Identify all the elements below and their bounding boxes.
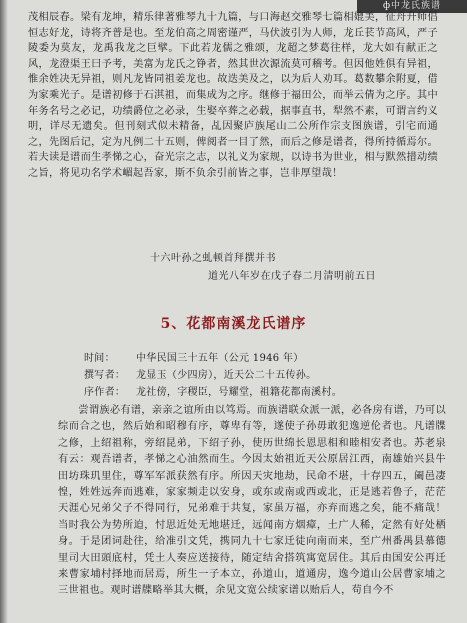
signature-author: 十六叶孙之虬顿首拜撰并书 bbox=[150, 253, 276, 264]
meta-preface-label: 序作者： bbox=[84, 387, 126, 398]
signature-date: 道光八年岁在戊子春二月清明前五日 bbox=[208, 271, 376, 282]
section-title: 5、花都南溪龙氏谱序 bbox=[160, 316, 307, 332]
meta-writer bbox=[84, 366, 316, 381]
previous-preface-ending: 茂相辰春。梁有龙坤，精乐律著雅琴九十九篇，与口海赵交雅琴七篇相媲美，征舟升师倡恒志好龙，诗将齐普是也。至龙伯高之周密谨严，马伏波引为人师，龙丘苌节高风，严子陵委为莫友，龙禹我龙之巨擘。下此若龙儒之雅颂，龙超之梦葛往样，龙大如有献正之风，龙澄渠王曰予考，美富为龙氏之铮者，然其世次源流莫可稽考。但因他姓俱有异祖，惟余姓决无异祖，则凡龙皆同祖姜龙也。故迭美及之，以为后人劝耳。葛数攀余附夏，借为家乘光子。是谱初修于石淇祖，而集成为之序。继修于福田公，而举云倩为之序。其中年务名号之必记，功绩爵位之必录，生娶卒葬之必载，据事直书，犁然不素，可谓言约义明，详尽无遗矣。但刊刻式似未精备，乩因聚庐族尾山二公所作宗支图族谱，引宅而通之，先图后记，定为凡例二十五则，俾阅者一目了然，而后之修是谱者，得所持循焉尔。若夫读是谱而生孝悌之心，奋光宗之志，以礼义为家规，以诗书为世业，相与默然措动绩之旨，将见功名学术嵋起吾家，斯不负余引前皆之事，岂非厚望哉！ bbox=[28, 12, 438, 179]
meta-preface-value: 龙社傍，字稷臣，号耀堂，祖籍花都南溪村。 bbox=[136, 387, 342, 398]
preface-paragraph: 尝谓族必有谱，亲亲之谊所由以笃焉。而族谱联众派一派，必各房有谱，乃可以综而合之也，然后始和昭穆有序，尊卑有等，遂使子孙毋敢犯逸逆伦者也。凡谱牒之修，上绍祖称，旁绍昆弟，下绍子孙，使历世绵长恩思相和睦相安者也。苏老泉有云：观吾谱者，孝悌之心油然而生。今因太始祖近天公原居江西，南雄始兴县牛田坊珠玑里住，尊军军派获然有序。所因天灾地劫，民命不堪，十存四五，阖邑凄惶，姓姓远奔而逃难，家家频走以安身，或东或南或西或北，正是逃若鲁子，茫茫天涯心兄弟父子不得同行，兄弟难于共复，家虽万福，亦弃而逃之矣，能不痛哉！当时我公为势所迫，忖思近处无地堪迁，远闻南方烟瘴，土广人稀，定然有好处栖身。于是团词赴往，给准引文凭，携同九十七家迁徒向南而来，至广州番禺县慕德里司大田頭底村，凭土人奏应送接待，随定结舍搭筑寓宽居住。其后由国安公再迁来曹家埔村择地而居焉，所生一子本立，孙道山，道通房，逸今道山公居曹家埔之三世祖也。观时谱牒略举其大概，余见文宽公续家谱以贻后人，茍自今不 bbox=[58, 405, 446, 597]
meta-writer-label: 撰写者： bbox=[84, 370, 126, 381]
running-header: ф中龙氏族谱 bbox=[357, 0, 467, 13]
meta-preface-author bbox=[84, 383, 342, 398]
preface-body bbox=[58, 403, 446, 600]
meta-time-value: 中华民国三十五年（公元 1946 年） bbox=[136, 353, 304, 364]
meta-time bbox=[84, 349, 304, 364]
page-gutter-shadow bbox=[0, 0, 8, 623]
meta-writer-value: 龙显玉（少四房），近天公二十五传孙。 bbox=[136, 370, 317, 381]
meta-time-label: 时间： bbox=[84, 353, 115, 364]
